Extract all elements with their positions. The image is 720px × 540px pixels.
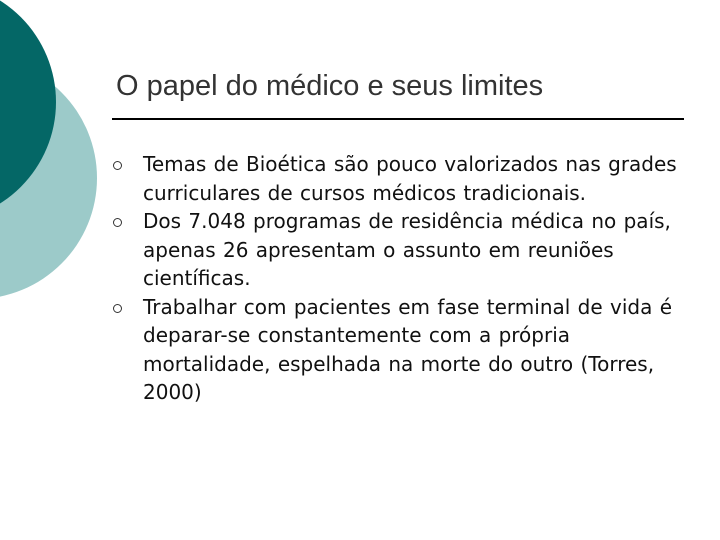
bullet-text: Trabalhar com pacientes em fase terminal de vida é deparar-se constantemente com a própria mortalidade, espelhada na morte do outro (Torres, 2000) [143,294,673,404]
circle-bullet-icon [113,161,122,170]
bullet-item [0,207,683,293]
bullet-list [0,150,683,407]
circle-bullet-icon [113,218,122,227]
bullet-item [0,150,683,207]
bullet-text: Temas de Bioética são pouco valorizados nas grades curriculares de cursos médicos tradicionais. [143,152,677,205]
title-underline [112,118,684,120]
bullet-text: Dos 7.048 programas de residência médica no país, apenas 26 apresentam o assunto em reuniões científicas. [143,209,671,290]
slide-title: O papel do médico e seus limites [116,70,544,102]
bullet-item [0,293,683,407]
circle-bullet-icon [113,304,122,313]
